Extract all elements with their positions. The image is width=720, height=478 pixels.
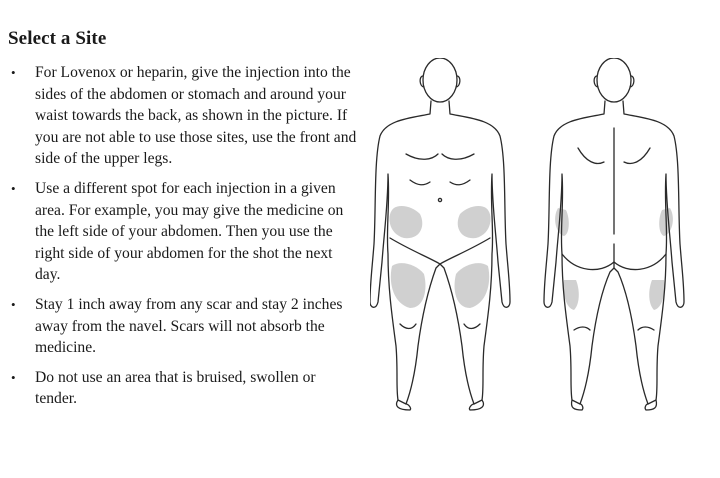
instruction-text: Use a different spot for each injection in a given area. For example, you may give the medicine on the left side of your abdomen. Then you use the right side of your abdomen for the shot the next day. <box>35 179 344 284</box>
instruction-text: For Lovenox or heparin, give the injection into the sides of the abdomen or stomach and around your waist towards the back, as shown in the picture. If you are not able to use those sites, use the front and side of the upper legs. <box>35 64 357 168</box>
bullet-icon: • <box>11 369 16 385</box>
site-thigh-right <box>455 263 490 308</box>
bullet-icon: • <box>11 296 16 312</box>
site-abdomen-right <box>458 206 491 238</box>
bullet-icon: • <box>11 65 16 80</box>
site-back-thigh-left <box>563 280 578 310</box>
body-front-outline <box>370 58 510 410</box>
bullet-icon: • <box>11 180 16 196</box>
instruction-text: Do not use an area that is bruised, swollen or tender. <box>35 368 316 408</box>
body-back-view <box>544 58 684 410</box>
site-back-thigh-right <box>649 280 664 310</box>
body-front-view <box>370 58 510 410</box>
injection-site-illustration <box>370 58 690 418</box>
instruction-list <box>8 62 358 418</box>
site-abdomen-left <box>389 206 422 238</box>
instruction-text: Stay 1 inch away from any scar and stay 2 inches away from the navel. Scars will not absorb the medicine. <box>35 295 343 357</box>
instruction-item <box>8 178 358 286</box>
section-heading: Select a Site <box>8 28 107 49</box>
injection-site-highlights-front <box>389 206 490 308</box>
instruction-item <box>8 62 358 170</box>
site-thigh-left <box>391 263 426 308</box>
instruction-item <box>8 294 358 359</box>
instruction-item <box>8 367 358 410</box>
